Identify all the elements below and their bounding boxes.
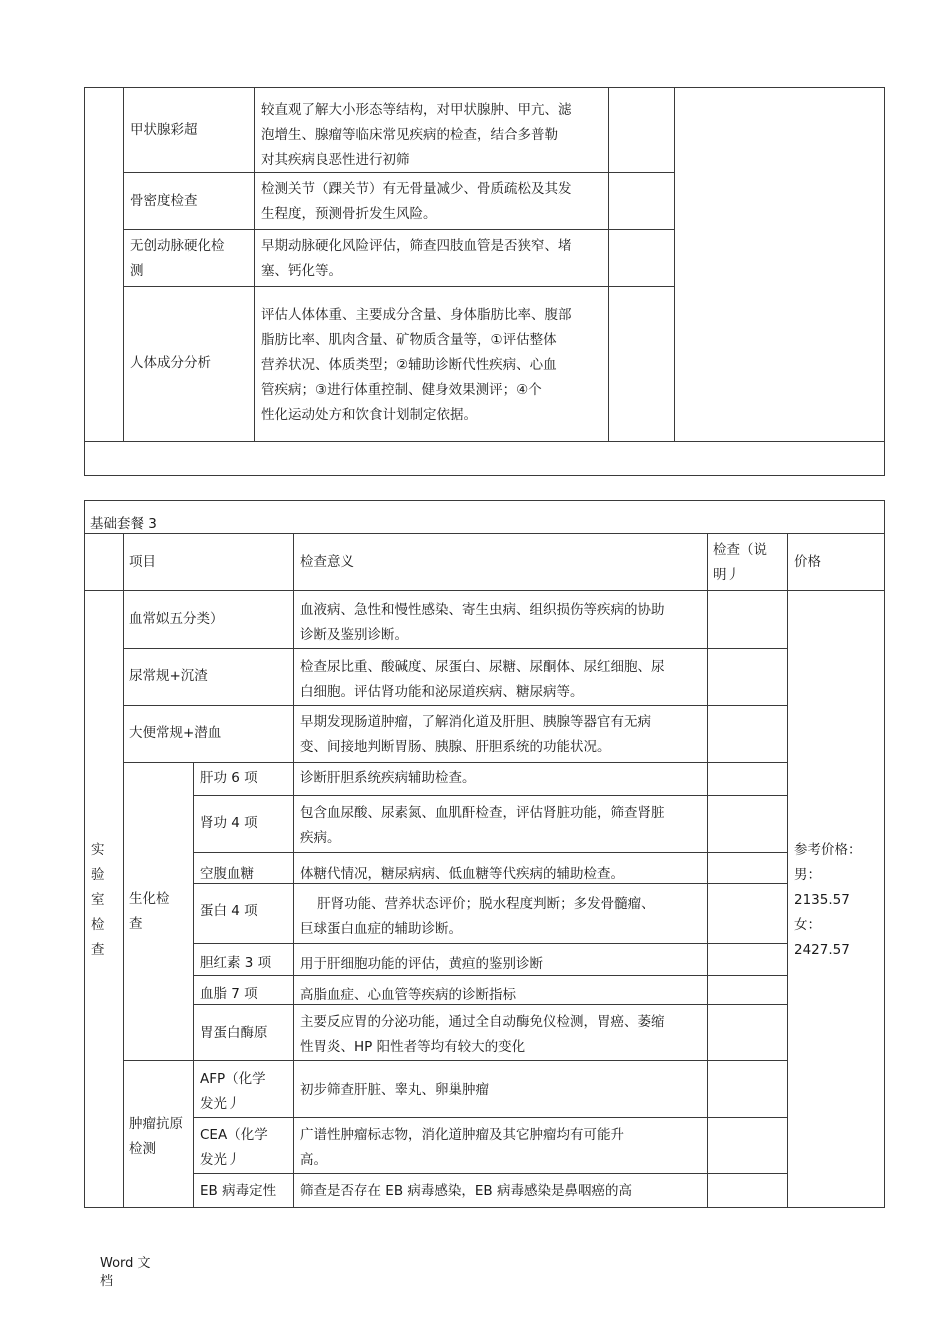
group-label-biochem: 生化检 查 xyxy=(129,891,170,932)
table-row-name: 无创动脉硬化检 测 xyxy=(130,238,225,279)
table-row-name: 肝功 6 项 xyxy=(200,770,258,786)
table-row-name: 血脂 7 项 xyxy=(200,986,258,1002)
table-row-desc: 评估人体体重、主要成分含量、身体脂肪比率、腹部 脂肪比率、肌肉含量、矿物质含量等，①评估整体 营养状况、体质类型；②辅助诊断代性疾病、心血 管疾病；③进行体重控制、健身效果测评；④个 性化运动处方和饮食计划制定依据。 xyxy=(261,307,572,423)
header-meaning: 检查意义 xyxy=(300,554,354,570)
header-price: 价格 xyxy=(794,554,821,570)
price-text: 参考价格： 男： 2135.57 女： 2427.57 xyxy=(794,842,862,958)
table-row-desc: 早期发现肠道肿瘤，了解消化道及肝胆、胰腺等器官有无病 变、间接地判断胃肠、胰腺、肝胆系统的功能状况。 xyxy=(300,714,651,755)
group-label-tumor: 肿瘤抗原 检测 xyxy=(129,1116,183,1157)
table-row-desc: 高脂血症、心血管等疾病的诊断指标 xyxy=(300,987,516,1003)
table-row-desc: 体糖代情况，糖尿病病、低血糖等代疾病的辅助检查。 xyxy=(300,866,624,882)
table-row-desc: 用于肝细胞功能的评估，黄疸的鉴别诊断 xyxy=(300,956,543,972)
table-row-desc: 血液病、急性和慢性感染、寄生虫病、组织损伤等疾病的协助 诊断及鉴别诊断。 xyxy=(300,602,665,643)
table-row-desc: 检查尿比重、酸碱度、尿蛋白、尿糖、尿酮体、尿红细胞、尿 白细胞。评估肾功能和泌尿道疾病、糖尿病等。 xyxy=(300,659,665,700)
table-row-desc: 检测关节（踝关节）有无骨量减少、骨质疏松及其发 生程度，预测骨折发生风险。 xyxy=(261,181,572,222)
table-row-desc: 包含血尿酸、尿素氮、血肌酐检查，评估肾脏功能，筛查肾脏 疾病。 xyxy=(300,805,665,846)
table-row-desc: 主要反应胃的分泌功能，通过全自动酶免仪检测，胃癌、萎缩 性胃炎、HP 阳性者等均有较大的变化 xyxy=(300,1014,665,1055)
table-row-name: AFP（化学 发光丿 xyxy=(200,1071,266,1112)
table-row-name: 胆红素 3 项 xyxy=(200,955,272,971)
table-row-name: EB 病毒定性 xyxy=(200,1183,277,1199)
table-row-name: 蛋白 4 项 xyxy=(200,903,258,919)
table-row-name: 大便常规+潜血 xyxy=(129,725,222,741)
table-row-name: 甲状腺彩超 xyxy=(130,122,198,138)
table-row-name: 空腹血糖 xyxy=(200,866,254,882)
table-row-desc: 广谱性肿瘤标志物，消化道肿瘤及其它肿瘤均有可能升 高。 xyxy=(300,1127,624,1168)
table-title: 基础套餐 3 xyxy=(90,516,157,532)
category-label: 实 验 室 检 查 xyxy=(91,842,105,958)
header-item: 项目 xyxy=(129,554,156,570)
table-row-name: 肾功 4 项 xyxy=(200,815,258,831)
table-row-desc: 肝肾功能、营养状态评价；脱水程度判断；多发骨髓瘤、 巨球蛋白血症的辅助诊断。 xyxy=(300,896,655,937)
table-row-name: 胃蛋白酶原 xyxy=(200,1025,268,1041)
table-row-desc: 早期动脉硬化风险评估，筛查四肢血管是否狭窄、堵 塞、钙化等。 xyxy=(261,238,572,279)
table-row-desc: 诊断肝胆系统疾病辅助检查。 xyxy=(300,770,476,786)
table-row-desc: 初步筛查肝脏、睾丸、卵巢肿瘤 xyxy=(300,1082,489,1098)
header-note: 检查（说 明丿 xyxy=(713,542,767,583)
table-row-name: 人体成分分析 xyxy=(130,355,211,371)
table-row-name: 尿常规+沉渣 xyxy=(129,668,208,684)
table-row-desc: 筛查是否存在 EB 病毒感染，EB 病毒感染是鼻咽癌的高 xyxy=(300,1183,632,1199)
page-footer: Word 文 档 xyxy=(100,1256,151,1289)
table-row-name: CEA（化学 发光丿 xyxy=(200,1127,268,1168)
table-row-name: 骨密度检查 xyxy=(130,193,198,209)
table-row-name: 血常姒五分类） xyxy=(129,611,224,627)
table-row-desc: 较直观了解大小形态等结构，对甲状腺肿、甲亢、滤 泡增生、腺瘤等临床常见疾病的检查，结合多普勒 对其疾病良恶性进行初筛 xyxy=(261,102,572,168)
